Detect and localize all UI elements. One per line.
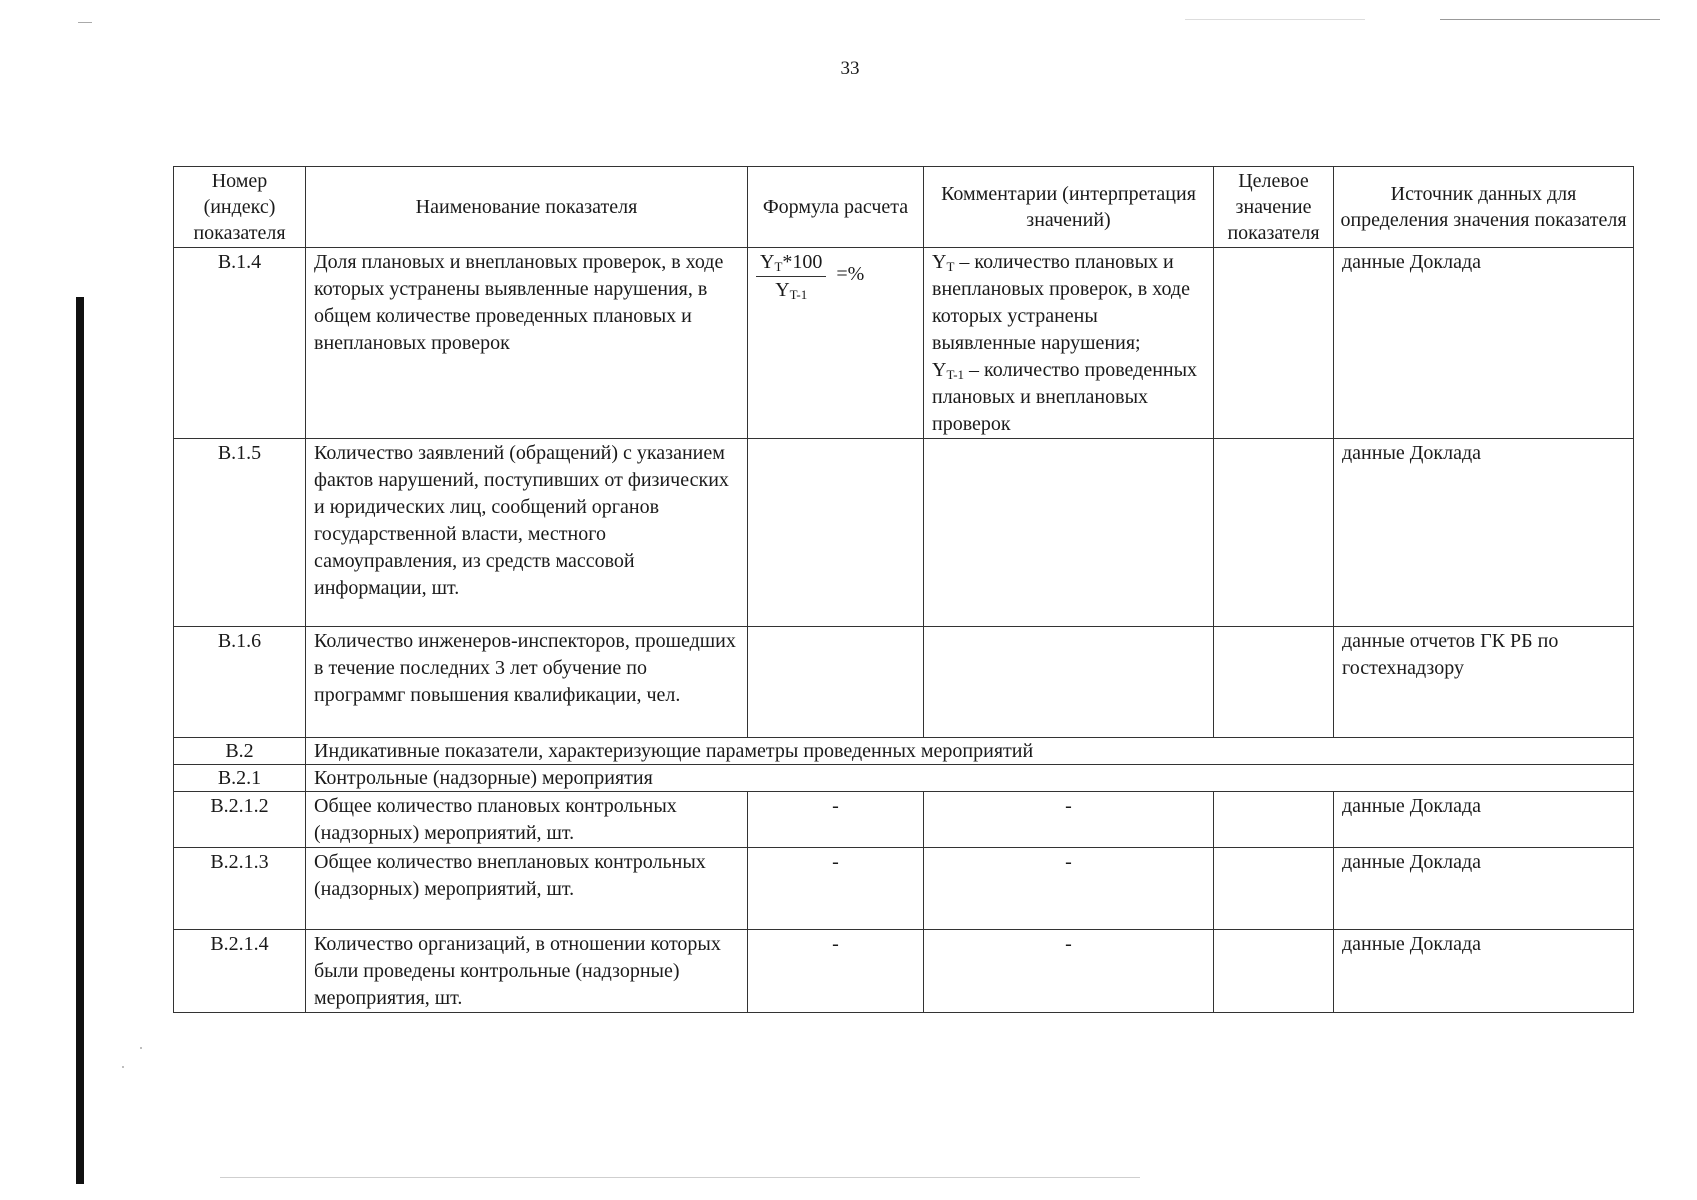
scan-artifact-line <box>1440 19 1660 20</box>
table-row <box>174 627 1634 738</box>
indicator-source: данные Доклада <box>1334 848 1634 930</box>
table-header-row <box>174 167 1634 248</box>
indicator-formula: - <box>748 848 924 930</box>
indicator-formula <box>748 248 924 439</box>
formula-expression <box>756 249 915 304</box>
indicator-target <box>1214 439 1334 627</box>
scan-artifact-line <box>78 22 92 23</box>
indicators-table <box>173 166 1634 1013</box>
indicator-target <box>1214 627 1334 738</box>
scan-artifact-line <box>220 1177 1140 1178</box>
indicator-name: Доля плановых и внеплановых проверок, в ходе которых устранены выявленные нарушения, в общем количестве проведенных плановых и внеплановых проверок <box>306 248 748 439</box>
indicator-name: Количество заявлений (обращений) с указанием фактов нарушений, поступивших от физических и юридических лиц, сообщений органов государственной власти, местного самоуправления, из средств массовой информации, шт. <box>306 439 748 627</box>
indicator-source: данные Доклада <box>1334 248 1634 439</box>
subsection-title: Контрольные (надзорные) мероприятия <box>306 765 1634 792</box>
column-header-comments: Комментарии (интерпретация значений) <box>924 167 1214 248</box>
column-header-index: Номер (индекс) показателя <box>174 167 306 248</box>
indicator-index: В.2.1.2 <box>174 792 306 848</box>
formula-denominator: $Y_{T-1}$ <box>775 279 808 302</box>
indicator-formula <box>748 627 924 738</box>
table-row <box>174 439 1634 627</box>
indicator-index: В.2.1.4 <box>174 930 306 1013</box>
scan-artifact-line <box>1185 19 1365 20</box>
indicator-source: данные Доклада <box>1334 792 1634 848</box>
indicator-index: В.1.6 <box>174 627 306 738</box>
indicator-index: В.1.4 <box>174 248 306 439</box>
indicator-target <box>1214 930 1334 1013</box>
scan-speck <box>122 1066 124 1068</box>
section-title: Индикативные показатели, характеризующие параметры проведенных мероприятий <box>306 738 1634 765</box>
indicator-formula <box>748 439 924 627</box>
indicator-comment: - <box>924 848 1214 930</box>
scan-artifact-edge <box>76 297 84 1184</box>
indicator-comment: $Y_T$ – количество плановых и внеплановых проверок, в ходе которых устранены выявленные нарушения; $Y_{T-1}$ – количество проведенных плановых и внеплановых проверок <box>924 248 1214 439</box>
indicator-source: данные отчетов ГК РБ по гостехнадзору <box>1334 627 1634 738</box>
indicator-name: Количество организаций, в отношении которых были проведены контрольные (надзорные) мероприятия, шт. <box>306 930 748 1013</box>
subsection-row <box>174 765 1634 792</box>
section-row <box>174 738 1634 765</box>
indicator-name: Общее количество плановых контрольных (надзорных) мероприятий, шт. <box>306 792 748 848</box>
indicator-name: Количество инженеров-инспекторов, прошедших в течение последних 3 лет обучение по программг повышения квалификации, чел. <box>306 627 748 738</box>
indicator-formula: - <box>748 930 924 1013</box>
table-row <box>174 792 1634 848</box>
column-header-name: Наименование показателя <box>306 167 748 248</box>
indicator-name: Общее количество внеплановых контрольных (надзорных) мероприятий, шт. <box>306 848 748 930</box>
formula-numerator: $Y_T*100$ <box>756 249 826 277</box>
table-row <box>174 848 1634 930</box>
indicator-formula: - <box>748 792 924 848</box>
indicator-target <box>1214 248 1334 439</box>
page-number: 33 <box>840 58 860 79</box>
indicator-comment <box>924 627 1214 738</box>
column-header-target: Целевое значение показателя <box>1214 167 1334 248</box>
indicator-comment <box>924 439 1214 627</box>
indicator-target <box>1214 792 1334 848</box>
column-header-formula: Формула расчета <box>748 167 924 248</box>
indicator-source: данные Доклада <box>1334 439 1634 627</box>
indicator-index: В.2.1.3 <box>174 848 306 930</box>
table-row <box>174 248 1634 439</box>
table-row <box>174 930 1634 1013</box>
indicator-comment: - <box>924 792 1214 848</box>
indicator-target <box>1214 848 1334 930</box>
indicator-source: данные Доклада <box>1334 930 1634 1013</box>
column-header-source: Источник данных для определения значения показателя <box>1334 167 1634 248</box>
formula-suffix: =% <box>836 263 865 285</box>
formula-fraction <box>756 249 826 304</box>
indicator-index: В.1.5 <box>174 439 306 627</box>
section-index: В.2 <box>174 738 306 765</box>
indicator-comment: - <box>924 930 1214 1013</box>
scan-speck <box>140 1047 142 1049</box>
subsection-index: В.2.1 <box>174 765 306 792</box>
